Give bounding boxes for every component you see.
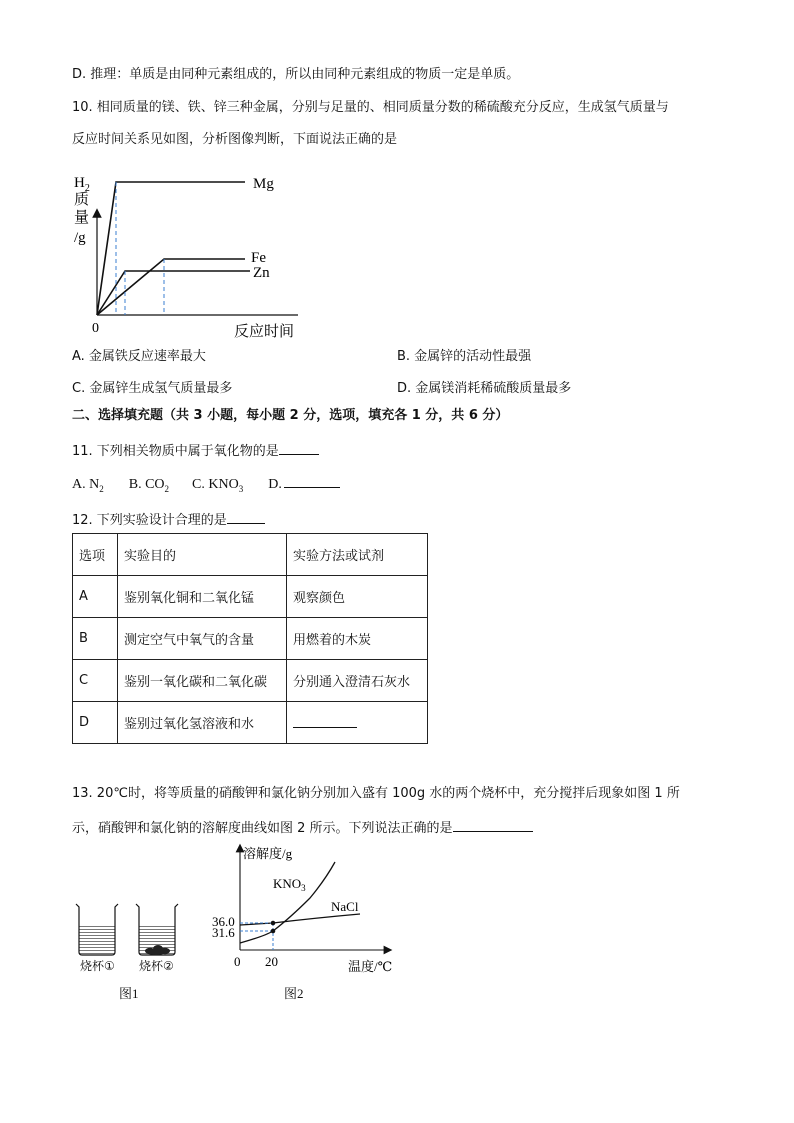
table-cell: 观察颜色 (287, 576, 428, 618)
q10-x-label: 反应时间 (234, 324, 295, 340)
table-cell: 鉴别过氧化氢溶液和水 (118, 702, 287, 744)
chart2-x-tick-20: 20 (265, 954, 278, 969)
table-cell-blank[interactable] (287, 702, 428, 744)
q13-answer-blank[interactable] (453, 817, 533, 832)
q11-option-c[interactable]: C. $KNO_3$ (192, 477, 244, 494)
chart2-y-tick-31: 31.6 (212, 925, 235, 940)
chart2-point-nacl-20 (271, 921, 276, 926)
table-cell: 测定空气中氧气的含量 (118, 618, 287, 660)
q13-stem-line1: 13. 20℃时，将等质量的硝酸钾和氯化钠分别加入盛有 100g 水的两个烧杯中，充分搅拌后现象如图 1 所 (72, 786, 680, 801)
q11-options (72, 473, 340, 498)
table-header-cell: 实验方法或试剂 (287, 534, 428, 576)
q13-stem-line2 (72, 817, 533, 838)
q12-stem (72, 509, 265, 530)
q12-stem-text: 12. 下列实验设计合理的是 (72, 513, 227, 528)
q13-stem-text: 示，硝酸钾和氯化钠的溶解度曲线如图 2 所示。下列说法正确的是 (72, 821, 453, 836)
table-cell: B (73, 618, 118, 660)
chart2-label-nacl: NaCl (331, 899, 359, 914)
q10-y-label-2: 量 (74, 210, 90, 226)
q11-answer-blank[interactable] (279, 440, 319, 455)
q11-option-d-blank[interactable] (284, 473, 340, 488)
q10-origin: 0 (92, 321, 99, 336)
q11-option-d[interactable]: D. (268, 477, 340, 492)
q10-option-d[interactable]: D. 金属镁消耗稀硫酸质量最多 (397, 381, 572, 396)
table-cell: D (73, 702, 118, 744)
previous-option-d: D. 推理：单质是由同种元素组成的，所以由同种元素组成的物质一定是单质。 (72, 67, 520, 82)
q10-option-a[interactable]: A. 金属铁反应速率最大 (72, 349, 206, 364)
beaker-1 (76, 904, 118, 955)
section-2-heading: 二、选择填充题（共 3 小题，每小题 2 分，选项，填充各 1 分，共 6 分） (72, 408, 509, 423)
beaker-2 (136, 904, 178, 955)
solubility-chart (205, 840, 410, 975)
chart2-y-label: 溶解度/g (243, 846, 293, 861)
table-cell: A (73, 576, 118, 618)
q11-stem (72, 440, 319, 461)
q10-y-label-h2: $H_2$ (74, 175, 90, 194)
table-row (73, 702, 428, 744)
beaker-figure (70, 898, 190, 958)
q10-label-fe: Fe (251, 250, 266, 266)
table-cell: 分别通入澄清石灰水 (287, 660, 428, 702)
beaker-1-label: 烧杯① (80, 959, 115, 973)
q10-option-b[interactable]: B. 金属锌的活动性最强 (397, 349, 532, 364)
beaker-2-label: 烧杯② (139, 959, 174, 973)
table-row (73, 618, 428, 660)
figure-2-caption: 图2 (284, 986, 304, 1001)
figure-1-caption: 图1 (119, 986, 139, 1001)
table-header-cell: 实验目的 (118, 534, 287, 576)
table-header-cell: 选项 (73, 534, 118, 576)
table-cell: 鉴别一氧化碳和二氧化碳 (118, 660, 287, 702)
q10-label-mg: Mg (253, 176, 274, 192)
q12-table (72, 533, 428, 744)
chart2-x-label: 温度/℃ (348, 959, 393, 974)
q12-answer-blank[interactable] (227, 509, 265, 524)
q11-option-a[interactable]: A. $N_2$ (72, 477, 104, 494)
table-header-row (73, 534, 428, 576)
chart2-point-kno3-20 (271, 929, 276, 934)
table-row (73, 576, 428, 618)
q10-option-c[interactable]: C. 金属锌生成氢气质量最多 (72, 381, 233, 396)
q10-chart (60, 165, 320, 345)
table-cell: C (73, 660, 118, 702)
q10-stem-line1: 10. 相同质量的镁、铁、锌三种金属，分别与足量的、相同质量分数的稀硫酸充分反应，生成氢气质量与 (72, 100, 669, 115)
q11-stem-text: 11. 下列相关物质中属于氧化物的是 (72, 444, 279, 459)
chart2-kno3-curve (240, 862, 335, 943)
q10-stem-line2: 反应时间关系见如图，分析图像判断，下面说法正确的是 (72, 132, 398, 147)
chart2-origin: 0 (234, 954, 241, 969)
q10-label-zn: Zn (253, 265, 270, 281)
q12-option-d-blank[interactable] (293, 713, 357, 728)
q10-mg-line (97, 182, 245, 315)
chart2-label-kno3: $KNO_3$ (273, 876, 306, 893)
q10-y-label-1: 质 (74, 192, 90, 208)
q10-zn-line (97, 271, 250, 315)
q11-option-b[interactable]: B. $CO_2$ (128, 477, 170, 494)
table-row (73, 660, 428, 702)
table-cell: 用燃着的木炭 (287, 618, 428, 660)
chart2-y-tick-36: 36.0 (212, 914, 235, 929)
q10-fe-line (97, 259, 245, 315)
q10-y-label-3: /g (74, 230, 86, 246)
table-cell: 鉴别氧化铜和二氧化锰 (118, 576, 287, 618)
